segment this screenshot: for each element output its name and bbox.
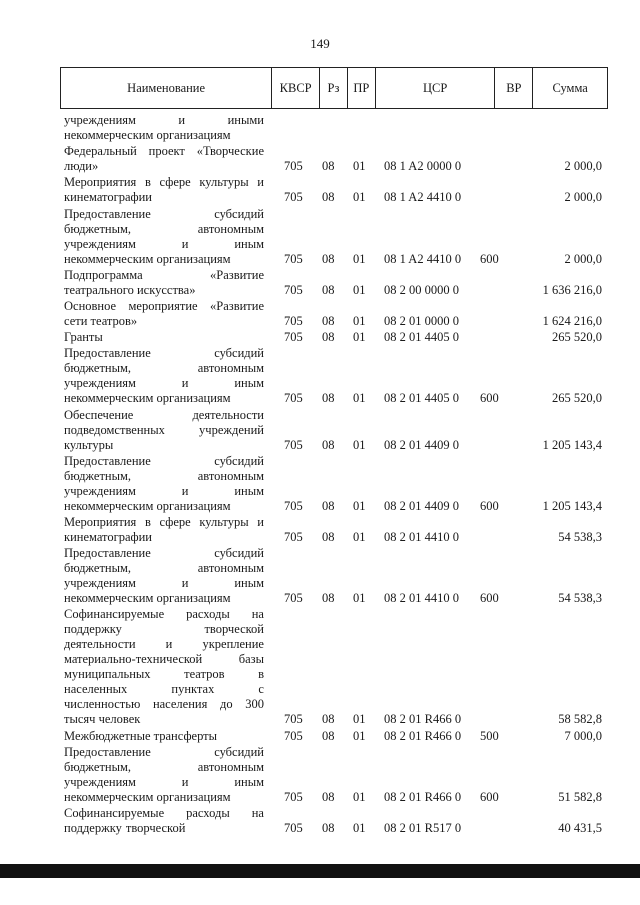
row-name-word: деятельности [64,637,136,652]
row-pr-cell: 01 [353,330,366,345]
row-kvsr-cell: 705 [284,282,303,297]
row-kvsr-cell: 705 [284,821,303,835]
row-name-word: субсидий [214,744,264,759]
row-name-word: бюджетным, [64,468,132,483]
row-kvsr-cell: 705 [284,437,303,452]
row-name-word: учреждениям [64,376,136,391]
row-rz-cell: 08 [322,391,335,406]
row-name-word: Основное [64,299,117,313]
row-name-line [64,546,264,561]
row-name-word: пунктах [171,682,215,697]
row-name-line [64,760,264,775]
row-pr-cell: 01 [353,530,366,544]
row-name-word: театров [184,667,225,682]
row-name-line [64,697,264,712]
row-name-line [64,607,264,622]
row-pr-cell: 01 [353,190,366,205]
row-name-word: некоммерческим организациям [64,789,231,804]
row-name-word: кинематографии [64,190,153,205]
row-name-word: и [181,483,189,498]
row-rz-cell: 08 [322,314,335,328]
row-name-line [64,299,264,314]
row-name-word: бюджетным, [64,759,132,774]
row-csr-cell: 08 2 01 4409 0 [384,498,459,513]
row-name-word: субсидий [214,453,264,468]
row-name-word: и [181,576,189,591]
row-sum-cell: 2 000,0 [564,159,602,174]
row-name-word: Предоставление [64,346,151,361]
row-name-line [64,499,264,514]
row-pr-cell: 01 [353,437,366,452]
row-name-word: населения [152,697,208,712]
row-csr-cell: 08 1 A2 4410 0 [384,251,462,266]
row-name-word: поддержку [64,821,122,835]
row-name-word: учреждениям [64,236,136,251]
row-pr-cell: 01 [353,821,366,835]
row-name-word: субсидий [214,206,264,221]
row-name-line [64,175,264,190]
row-name-line [64,576,264,591]
row-name-word: Подпрограмма [64,267,143,282]
row-name-word: сфере [159,515,191,529]
row-name-line [64,790,264,805]
row-name-word: субсидий [214,546,264,561]
row-name-line [64,144,264,159]
row-name-word: и [165,637,173,652]
row-sum-cell: 265 520,0 [552,391,602,406]
row-name-line [64,591,264,606]
row-name-line [64,667,264,682]
row-name-word: культуры [199,175,249,190]
header-csr: ЦСР [376,68,496,108]
row-name-word: Мероприятия [64,515,137,529]
row-rz-cell: 08 [322,437,335,452]
row-name-word: на [251,607,264,622]
row-name-word: некоммерческим организациям [64,498,231,513]
row-name-line [64,252,264,267]
row-name-word: деятельности [192,407,264,422]
row-sum-cell: 7 000,0 [564,728,602,743]
row-name-line [64,314,264,329]
row-name-line [64,806,264,821]
row-name-word: Обеспечение [64,407,134,422]
row-name-word: в [144,175,151,190]
row-name-line [64,745,264,760]
row-name-word: и [181,774,189,789]
row-name-word: иным [234,483,264,498]
row-name-word: «Творческие [196,144,264,159]
row-name-word: Софинансируемые [64,806,165,820]
row-name-word: учреждениям [64,774,136,789]
row-name-word: иным [234,376,264,391]
row-kvsr-cell: 705 [284,391,303,406]
row-name-line [64,207,264,222]
row-csr-cell: 08 1 A2 4410 0 [384,190,462,205]
row-kvsr-cell: 705 [284,728,303,743]
row-name-word: в [144,515,151,529]
header-rz: Рз [320,68,348,108]
row-vr-cell: 500 [480,728,499,743]
row-csr-cell: 08 1 A2 0000 0 [384,159,462,174]
row-name-line [64,222,264,237]
scan-edge-bar [0,864,640,878]
row-name-line [64,128,264,143]
row-sum-cell: 1 624 216,0 [542,314,602,328]
row-name-word: культуры [64,437,114,452]
row-name-word: некоммерческим организациям [64,251,231,266]
row-rz-cell: 08 [322,789,335,804]
row-name-line [64,423,264,438]
row-csr-cell: 08 2 01 R466 0 [384,728,462,743]
row-rz-cell: 08 [322,282,335,297]
row-name-word: кинематографии [64,530,153,544]
row-kvsr-cell: 705 [284,159,303,174]
row-vr-cell: 600 [480,498,499,513]
row-csr-cell: 08 2 01 4405 0 [384,330,459,345]
row-pr-cell: 01 [353,159,366,174]
row-kvsr-cell: 705 [284,591,303,606]
header-kvsr: КВСР [272,68,320,108]
row-name-word: мероприятие [128,299,198,313]
row-rz-cell: 08 [322,159,335,174]
row-name-line [64,530,264,545]
row-name-word: Федеральный [64,144,137,159]
row-name-word: населенных [64,682,128,697]
row-name-word: «Развитие [210,299,264,313]
row-name-word: базы [238,652,264,667]
row-rz-cell: 08 [322,330,335,345]
row-name-word: некоммерческим организациям [64,128,231,142]
row-name-word: материально-технической [64,652,203,667]
row-name-word: и [181,236,189,251]
row-kvsr-cell: 705 [284,190,303,205]
row-sum-cell: 54 538,3 [558,530,602,544]
row-sum-cell: 54 538,3 [558,591,602,606]
row-name-word: Предоставление [64,206,151,221]
row-name-word: иным [234,576,264,591]
row-vr-cell: 600 [480,391,499,406]
row-name-word: сфере [159,175,191,190]
row-name-word: и [257,175,264,190]
row-pr-cell: 01 [353,251,366,266]
row-csr-cell: 08 2 01 0000 0 [384,314,459,328]
row-csr-cell: 08 2 01 R466 0 [384,712,462,727]
row-name-line [64,237,264,252]
row-rz-cell: 08 [322,591,335,606]
row-kvsr-cell: 705 [284,314,303,328]
row-name-line [64,361,264,376]
row-name-word: численностью [64,697,141,712]
row-name-line [64,622,264,637]
row-name-word: тысяч человек [64,712,141,727]
row-name-word: в [258,667,264,682]
row-kvsr-cell: 705 [284,530,303,544]
row-name-word: до [219,697,233,712]
row-kvsr-cell: 705 [284,712,303,727]
row-name-word: культуры [199,515,249,529]
row-name-word: автономным [197,759,264,774]
row-name-word: с [258,682,264,697]
row-name-word: сети театров» [64,314,138,328]
row-kvsr-cell: 705 [284,789,303,804]
page-number: 149 [310,36,330,51]
row-csr-cell: 08 2 00 0000 0 [384,282,459,297]
row-name-word: расходы [186,806,230,820]
row-rz-cell: 08 [322,190,335,205]
row-name-word: Предоставление [64,546,151,561]
row-name-word: автономным [197,561,264,576]
header-name: Наименование [61,68,272,108]
row-rz-cell: 08 [322,821,335,835]
row-name-line [64,469,264,484]
header-pr: ПР [348,68,376,108]
row-sum-cell: 58 582,8 [558,712,602,727]
row-rz-cell: 08 [322,498,335,513]
row-kvsr-cell: 705 [284,251,303,266]
row-kvsr-cell: 705 [284,498,303,513]
row-name-word: Предоставление [64,453,151,468]
row-name-word: «Развитие [210,267,264,282]
row-name-word: расходы [186,607,230,622]
row-name-word: учреждениям [64,483,136,498]
row-name-word: и [257,515,264,529]
row-name-line [64,821,264,836]
row-name-line [64,775,264,790]
row-name-word: автономным [197,468,264,483]
row-name-word: и [178,113,186,127]
row-pr-cell: 01 [353,498,366,513]
row-sum-cell: 51 582,8 [558,789,602,804]
row-csr-cell: 08 2 01 4405 0 [384,391,459,406]
row-sum-cell: 40 431,5 [558,821,602,835]
row-name-line [64,159,264,174]
row-name-word: Предоставление [64,744,151,759]
row-name-line [64,113,264,128]
row-name-word: бюджетным, [64,221,132,236]
row-rz-cell: 08 [322,712,335,727]
row-csr-cell: 08 2 01 4409 0 [384,437,459,452]
row-name-line [64,712,264,727]
row-name-line [64,346,264,361]
row-csr-cell: 08 2 01 R517 0 [384,821,462,835]
row-name-word: Гранты [64,330,103,345]
row-name-word: творческой [204,622,264,637]
row-name-word: Софинансируемые [64,607,165,622]
row-pr-cell: 01 [353,591,366,606]
row-csr-cell: 08 2 01 4410 0 [384,530,459,544]
row-name-line [64,729,264,744]
row-name-word: проект [148,144,185,159]
row-sum-cell: 1 205 143,4 [542,437,602,452]
row-name-word: иными [227,113,264,127]
row-name-line [64,330,264,345]
row-name-word: бюджетным, [64,561,132,576]
row-name-word: подведомственных [64,422,165,437]
row-csr-cell: 08 2 01 4410 0 [384,591,459,606]
row-pr-cell: 01 [353,314,366,328]
row-name-line [64,268,264,283]
row-name-word: театрального искусства» [64,282,196,297]
row-pr-cell: 01 [353,391,366,406]
row-name-word: Мероприятия [64,175,137,190]
row-name-line [64,561,264,576]
row-pr-cell: 01 [353,728,366,743]
row-name-word: некоммерческим организациям [64,391,231,406]
header-vr: ВР [495,68,533,108]
row-sum-cell: 265 520,0 [552,330,602,345]
row-sum-cell: 2 000,0 [564,190,602,205]
row-name-line [64,438,264,453]
row-pr-cell: 01 [353,789,366,804]
row-name-line [64,283,264,298]
row-name-word: укрепление [202,637,264,652]
row-name-word: субсидий [214,346,264,361]
row-name-word: бюджетным, [64,361,132,376]
row-sum-cell: 2 000,0 [564,251,602,266]
row-name-word: автономным [197,221,264,236]
row-rz-cell: 08 [322,251,335,266]
row-name-word: учреждениям [64,113,136,127]
row-name-word: на [251,806,264,820]
row-name-word: учреждениям [64,576,136,591]
row-name-line [64,637,264,652]
row-name-line [64,484,264,499]
row-name-word: муниципальных [64,667,151,682]
row-name-word: автономным [197,361,264,376]
row-rz-cell: 08 [322,530,335,544]
row-name-word: и [181,376,189,391]
row-pr-cell: 01 [353,282,366,297]
row-name-word: поддержку [64,622,122,637]
row-name-word: 300 [245,697,264,712]
row-name-word: иным [234,236,264,251]
row-pr-cell: 01 [353,712,366,727]
row-csr-cell: 08 2 01 R466 0 [384,789,462,804]
header-sum: Сумма [552,80,588,95]
row-name-line [64,515,264,530]
row-name-line [64,408,264,423]
row-name-line [64,682,264,697]
row-name-word: Межбюджетные трансферты [64,728,218,743]
row-name-word: учреждений [199,422,264,437]
row-sum-cell: 1 205 143,4 [542,498,602,513]
row-name-line [64,391,264,406]
row-name-line [64,652,264,667]
row-kvsr-cell: 705 [284,330,303,345]
row-vr-cell: 600 [480,251,499,266]
row-vr-cell: 600 [480,789,499,804]
row-vr-cell: 600 [480,591,499,606]
row-name-line [64,376,264,391]
row-sum-cell: 1 636 216,0 [542,282,602,297]
row-name-word: люди» [64,159,99,174]
row-name-line [64,190,264,205]
row-rz-cell: 08 [322,728,335,743]
row-name-word: творческой [125,821,186,835]
row-name-word: некоммерческим организациям [64,591,231,606]
row-name-word: иным [234,774,264,789]
row-name-line [64,454,264,469]
